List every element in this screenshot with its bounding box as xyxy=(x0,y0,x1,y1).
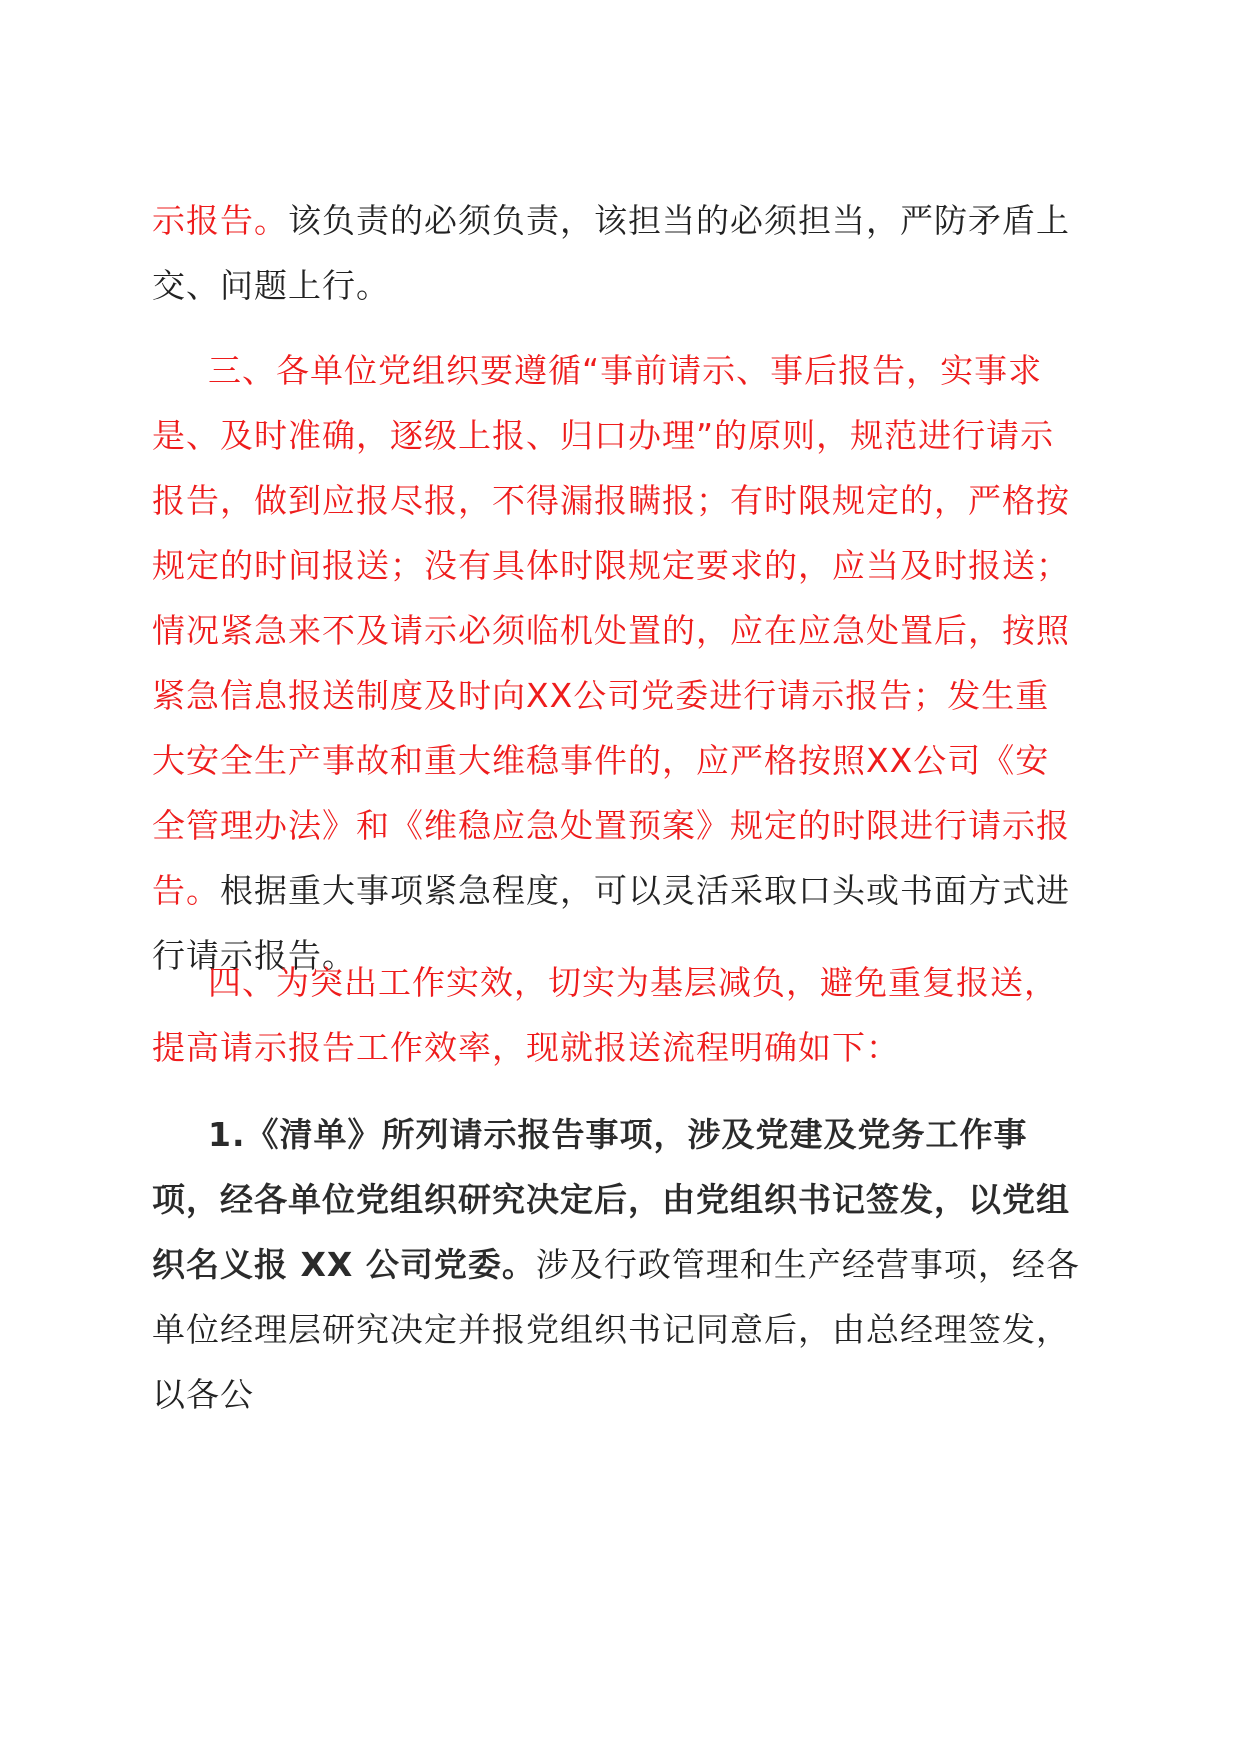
red-text: 三、各单位党组织要遵循“事前请示、事后报告，实事求是、及时准确，逐级上报、归口办理”的原则，规范进行请示报告，做到应报尽报，不得漏报瞒报；有时限规定的，严格按规定的时间报送；没有具体时限规定要求的，应当及时报送；情况紧急来不及请示必须临机处置的，应在应急处置后，按照紧急信息报送制度及时向XX公司党委进行请示报告；发生重大安全生产事故和重大维稳事件的，应严格按照XX公司《安全管理办法》和《维稳应急处置预案》规定的时限进行请示报告。 xyxy=(152,351,1070,910)
paragraph-item-1 xyxy=(152,1102,1082,1427)
bold-text: 1.《清单》所列请示报告事项，涉及党建及党务工作事项，经各单位党组织研究决定后，由党组织书记签发，以党组织名义报 XX 公司党委。 xyxy=(152,1115,1070,1284)
paragraph-section-3 xyxy=(152,338,1082,988)
body-text: 该负责的必须负责，该担当的必须担当，严防矛盾上交、问题上行。 xyxy=(152,201,1070,305)
body-text: 根据重大事项紧急程度，可以灵活采取口头或书面方式进行请示报告。 xyxy=(152,871,1070,975)
paragraph-continuation xyxy=(152,188,1082,318)
paragraph-section-4 xyxy=(152,950,1082,1080)
red-text: 四、为突出工作实效，切实为基层减负，避免重复报送，提高请示报告工作效率，现就报送流程明确如下： xyxy=(152,963,1058,1067)
red-text: 示报告。 xyxy=(152,201,288,240)
body-text: 涉及行政管理和生产经营事项，经各单位经理层研究决定并报党组织书记同意后，由总经理签发，以各公 xyxy=(152,1245,1080,1414)
